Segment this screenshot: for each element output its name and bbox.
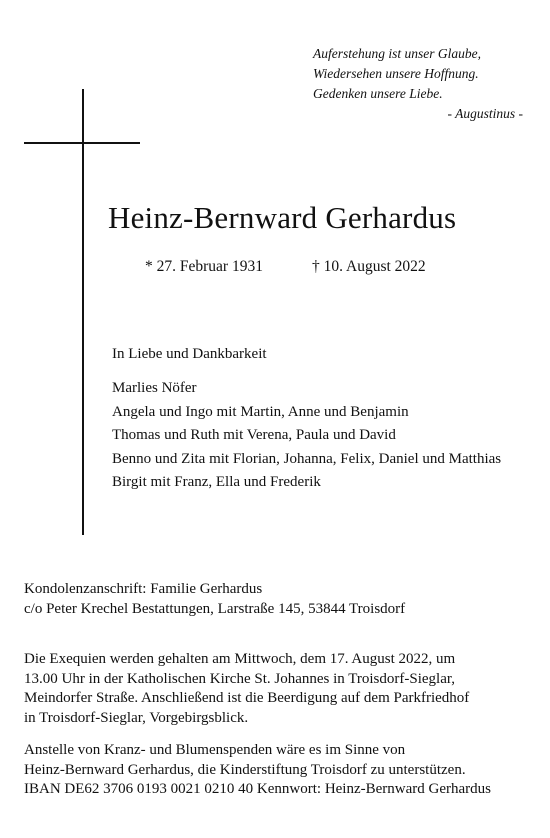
cross-icon-horizontal-bar [24, 142, 140, 144]
deceased-name: Heinz-Bernward Gerhardus [108, 200, 457, 235]
mourners-list [112, 346, 501, 495]
quote-line: Gedenken unsere Liebe. [313, 86, 443, 101]
birth-date: * 27. Februar 1931 [145, 258, 263, 275]
donation-line: Heinz-Bernward Gerhardus, die Kinderstiftung Troisdorf zu unterstützen. [24, 761, 466, 778]
quote [313, 44, 533, 104]
condolence-address [24, 580, 405, 619]
condolence-line: Kondolenzanschrift: Familie Gerhardus [24, 581, 263, 597]
donation-notice [24, 741, 491, 800]
mourner-family: Birgit mit Franz, Ella und Frederik [112, 474, 321, 490]
exequies-line: Meindorfer Straße. Anschließend ist die Beerdigung auf dem Parkfriedhof [24, 690, 470, 706]
exequies-notice [24, 650, 469, 728]
donation-line: Anstelle von Kranz- und Blumenspenden wäre es im Sinne von [24, 742, 406, 758]
exequies-line: 13.00 Uhr in der Katholischen Kirche St. Johannes in Troisdorf-Sieglar, [24, 670, 456, 687]
mourner-family: Angela und Ingo mit Martin, Anne und Benjamin [112, 403, 409, 420]
exequies-line: Die Exequien werden gehalten am Mittwoch, dem 17. August 2022, um [24, 651, 456, 667]
donation-line: IBAN DE62 3706 0193 0021 0210 40 Kennwort: Heinz-Bernward Gerhardus [24, 781, 491, 797]
quote-author: - Augustinus - [447, 106, 523, 121]
mourner-family: Thomas und Ruth mit Verena, Paula und David [112, 427, 396, 443]
quote-line: Wiedersehen unsere Hoffnung. [313, 66, 479, 81]
cross-icon-vertical-bar [82, 89, 84, 535]
mourner-family: Benno und Zita mit Florian, Johanna, Felix, Daniel und Matthias [112, 450, 502, 467]
death-date: † 10. August 2022 [312, 258, 426, 275]
mourner-family: Marlies Nöfer [112, 380, 197, 396]
quote-line: Auferstehung ist unser Glaube, [313, 46, 481, 61]
condolence-line: c/o Peter Krechel Bestattungen, Larstraße 145, 53844 Troisdorf [24, 600, 406, 617]
exequies-line: in Troisdorf-Sieglar, Vorgebirgsblick. [24, 709, 249, 726]
mourners-intro: In Liebe und Dankbarkeit [112, 346, 267, 362]
